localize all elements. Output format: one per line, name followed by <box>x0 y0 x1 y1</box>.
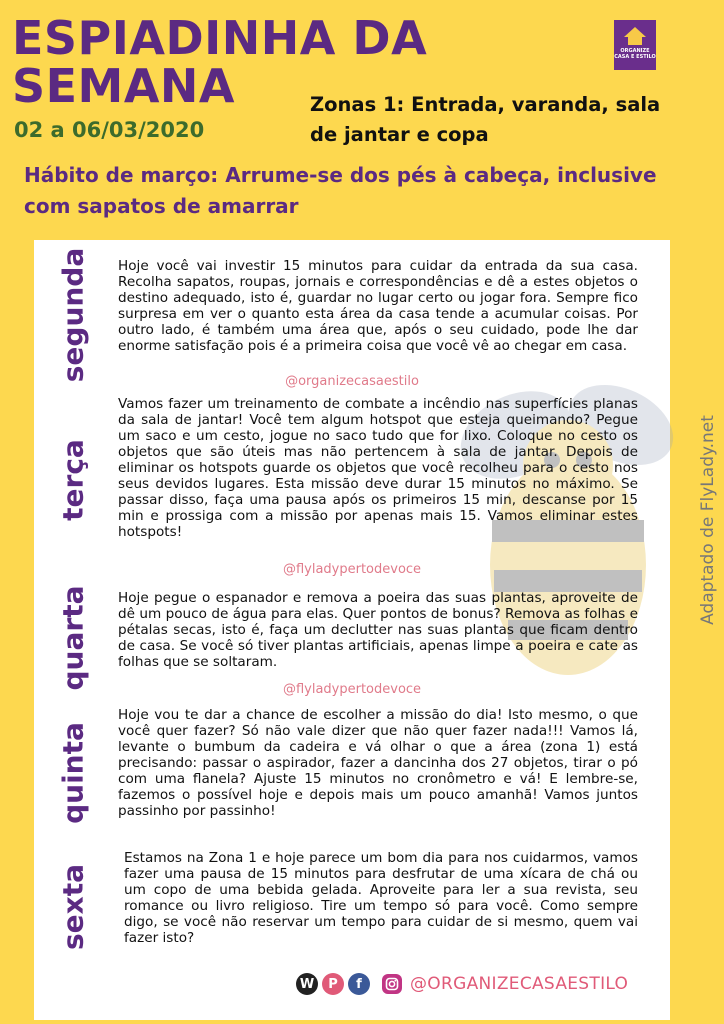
wednesday-task-text: Hoje pegue o espanador e remova a poeira das suas plantas, aproveite de dê um pouco de água para elas. Quer pontos de bonus? Remova as folhas e pétalas secas, isto é, faça um declutter nas suas plantas que ficam dentro de casa. Se você só tiver plantas artificiais, apenas limpe a poeira e cate as folhas que se soltaram. <box>118 590 638 670</box>
monday-handle: @organizecasaestilo <box>285 374 419 389</box>
day-label-thursday: quinta <box>56 721 90 824</box>
monday-task-text: Hoje você vai investir 15 minutos para cuidar da entrada da sua casa. Recolha sapatos, roupas, jornais e correspondências e dê a estes objetos o destino adequado, isto é, guardar no lugar certo ou jogar fora. Sempre fico surpresa em ver o quanto esta área da casa tende a acumular coisas. Por outro lado, é também uma área que, após o seu cuidado, pode lhe dar enorme satisfação pois é a primeira coisa que você vê ao chegar em casa. <box>118 258 638 354</box>
brand-logo <box>614 20 656 70</box>
tuesday-task-text: Vamos fazer um treinamento de combate a incêndio nas superfícies planas da sala de jantar! Você tem algum hotspot que esteja queimando? Pegue um saco e um cesto, jogue no saco tudo que for lixo. Coloque no cesto os objetos que são úteis mas não pertencem à sala de jantar. Depois de eliminar os hotspots guarde os objetos que você recolheu para o cesto nos seus devidos lugares. Esta missão deve durar 15 minutos no máximo. Se passar disso, faça uma pausa após os primeiros 15 min, descanse por 15 min e prossiga com a missão por apenas mais 15. Vamos eliminar estes hotspots! <box>118 396 638 540</box>
habit-of-month: Hábito de março: Arrume-se dos pés à cabeça, inclusive com sapatos de amarrar <box>24 163 657 218</box>
zone-title: Zonas 1: Entrada, varanda, sala de jantar e copa <box>310 93 661 146</box>
title-line-1: ESPIADINHA DA <box>12 11 428 65</box>
house-icon <box>623 26 647 46</box>
title-line-2: SEMANA <box>12 59 236 113</box>
instagram-handle[interactable]: @ORGANIZECASAESTILO <box>410 974 629 994</box>
tuesday-handle: @flyladypertodevoce <box>282 562 422 577</box>
flylady-credit: Adaptado de FlyLady.net <box>698 415 718 625</box>
date-range: 02 a 06/03/2020 <box>14 118 205 142</box>
day-label-wednesday: quarta <box>56 585 90 690</box>
logo-text: ORGANIZE CASA E ESTILO <box>614 48 656 60</box>
pinterest-icon[interactable]: P <box>322 973 344 995</box>
day-label-friday: sexta <box>56 864 90 950</box>
day-label-tuesday: terça <box>56 439 90 521</box>
friday-task-text: Estamos na Zona 1 e hoje parece um bom dia para nos cuidarmos, vamos fazer uma pausa de 15 minutos para desfrutar de uma xícara de chá ou um copo de uma bebida gelada. Aproveite para ler a sua revista, seu romance ou livro religioso. Tire um tempo só para você. Como sempre digo, se você não reservar um tempo para cuidar de si mesmo, quem vai fazer isto? <box>124 850 638 946</box>
instagram-icon[interactable] <box>382 974 402 994</box>
weekly-tasks-panel <box>34 240 670 1020</box>
social-footer <box>296 970 628 998</box>
facebook-icon[interactable]: f <box>348 973 370 995</box>
wordpress-icon[interactable]: W <box>296 973 318 995</box>
wednesday-handle: @flyladypertodevoce <box>282 682 422 697</box>
thursday-task-text: Hoje vou te dar a chance de escolher a missão do dia! Isto mesmo, o que você quer fazer? Só não vale dizer que não quer fazer nada!!! Vamos lá, levante o bumbum da cadeira e vá olhar o que a área (zona 1) está precisando: passar o aspirador, fazer a dancinha dos 27 objetos, tirar o pó com uma flanela? Ajuste 15 minutos no cronômetro e vá! E lembre-se, fazemos o possível hoje e depois mais um pouco amanhã! Vamos juntos passinho por passinho! <box>118 707 638 819</box>
day-label-monday: segunda <box>56 247 90 383</box>
